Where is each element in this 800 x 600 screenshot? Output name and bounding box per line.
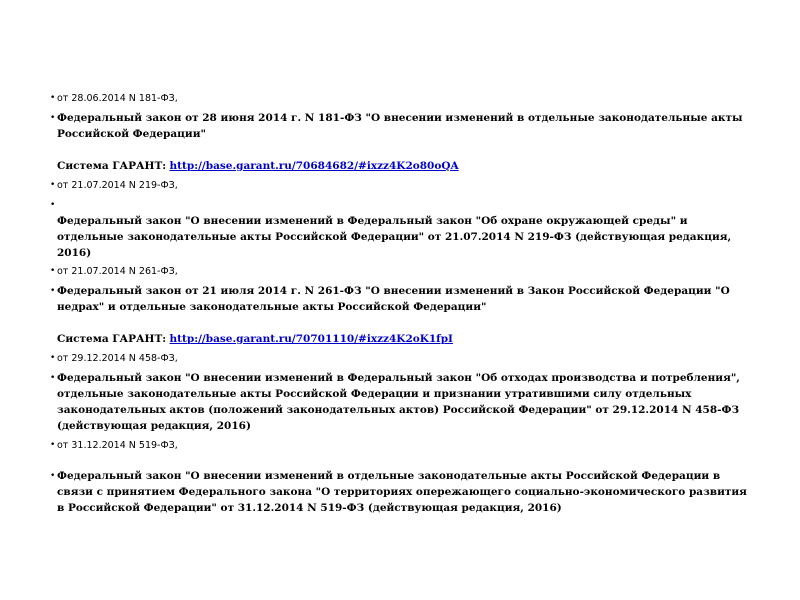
bullet-icon: • xyxy=(50,440,56,450)
list-item xyxy=(50,370,750,434)
law-title-text: Федеральный закон "О внесении изменений в Федеральный закон "Об отходах производства и потребления", отдельные законодательные акты Российской Федерации и признании утратившими силу отдельных законодательных актов (положений законодательных актов) Российской Федерации" от 29.12.2014 N 458-ФЗ (действующая редакция, 2016) xyxy=(57,372,740,432)
spacer xyxy=(57,315,750,331)
garant-link[interactable]: http://base.garant.ru/70684682/#ixzz4K2o80oQA xyxy=(169,160,459,172)
list-item xyxy=(50,90,750,107)
bullet-icon: • xyxy=(50,113,56,123)
bullet-icon: • xyxy=(50,286,56,296)
bullet-icon: • xyxy=(50,353,56,363)
list-item xyxy=(50,197,750,261)
list-item xyxy=(50,263,750,280)
law-date-text: от 28.06.2014 N 181-ФЗ, xyxy=(57,93,178,104)
spacer xyxy=(57,197,750,213)
system-label: Система ГАРАНТ: xyxy=(57,333,167,345)
law-date-text: от 31.12.2014 N 519-ФЗ, xyxy=(57,440,178,451)
law-date-text: от 21.07.2014 N 261-ФЗ, xyxy=(57,266,178,277)
bullet-icon: • xyxy=(50,93,56,103)
garant-link[interactable]: http://base.garant.ru/70701110/#ixzz4K2oK1fpI xyxy=(169,333,453,345)
system-label: Система ГАРАНТ: xyxy=(57,160,167,172)
law-title-text: Федеральный закон "О внесении изменений в отдельные законодательные акты Российской Федерации в связи с принятием Федерального закона "О территориях опережающего социально-экономического развития в Российской Федерации" от 31.12.2014 N 519-ФЗ (действующая редакция, 2016) xyxy=(57,470,747,514)
list-item xyxy=(50,468,750,516)
bullet-icon: • xyxy=(50,471,56,481)
law-list xyxy=(50,90,750,519)
law-date-text: от 21.07.2014 N 219-ФЗ, xyxy=(57,180,178,191)
list-item xyxy=(50,283,750,347)
list-item xyxy=(50,350,750,367)
bullet-icon: • xyxy=(50,266,56,276)
bullet-icon: • xyxy=(50,373,56,383)
law-date-text: от 29.12.2014 N 458-ФЗ, xyxy=(57,353,178,364)
spacer xyxy=(57,142,750,158)
list-item xyxy=(50,177,750,194)
list-item xyxy=(50,110,750,174)
bullet-icon: • xyxy=(50,200,56,210)
law-title-text: Федеральный закон "О внесении изменений в Федеральный закон "Об охране окружающей среды" и отдельные законодательные акты Российской Федерации" от 21.07.2014 N 219-ФЗ (действующая редакция, 2016) xyxy=(57,215,732,259)
list-item xyxy=(50,437,750,454)
law-title-text: Федеральный закон от 28 июня 2014 г. N 181-ФЗ "О внесении изменений в отдельные законодательные акты Российской Федерации" xyxy=(57,112,743,140)
bullet-icon: • xyxy=(50,180,56,190)
law-title-text: Федеральный закон от 21 июля 2014 г. N 261-ФЗ "О внесении изменений в Закон Российской Федерации "О недрах" и отдельные законодательные акты Российской Федерации" xyxy=(57,285,730,313)
